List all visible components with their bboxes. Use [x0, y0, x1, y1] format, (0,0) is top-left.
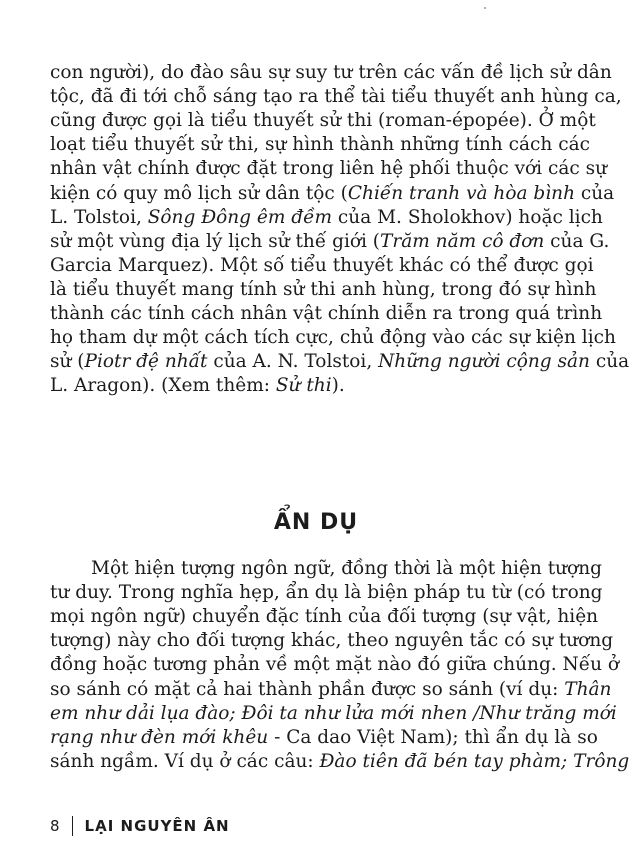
footer-divider: [72, 816, 73, 836]
italic-text: Piotr đệ nhất: [84, 351, 208, 373]
italic-text: Trăm năm cô đơn: [380, 230, 545, 252]
line-text: L. Aragon). (Xem thêm:: [50, 375, 276, 397]
italic-text: Sông Đông êm đềm: [147, 206, 333, 228]
line-text: kiện có quy mô lịch sử dân tộc (: [50, 182, 348, 204]
line-text: L. Tolstoi,: [50, 206, 148, 228]
text-line: [50, 109, 596, 133]
italic-text: em như dải lụa đào; Đôi ta như lửa mới nhen /Như trăng mới: [50, 702, 617, 724]
text-line: [50, 182, 615, 206]
italic-text: Những người cộng sản: [378, 351, 590, 373]
text-line: [50, 254, 594, 278]
page-number: 8: [50, 817, 60, 835]
line-text: so sánh có mặt cả hai thành phần được so sánh (ví dụ:: [50, 678, 565, 700]
text-line: [50, 629, 614, 653]
italic-text: Thân: [564, 678, 612, 700]
text-line: [50, 206, 603, 230]
line-text: thành các tính cách nhân vật chính diễn ra trong quá trình: [50, 303, 603, 324]
line-text: tộc, đã đi tới chỗ sáng tạo ra thể tài tiểu thuyết anh hùng ca,: [50, 86, 622, 108]
text-line: [50, 726, 598, 750]
line-text: con người), do đào sâu sự suy tư trên các vấn đề lịch sử dân: [50, 62, 612, 83]
text-line: [50, 302, 603, 326]
text-line: [50, 230, 610, 254]
line-text: của: [589, 351, 630, 373]
text-line: [50, 85, 622, 109]
line-text: Garcia Marquez). Một số tiểu thuyết khác có thể được gọi: [50, 254, 594, 276]
text-line: [50, 350, 630, 374]
scan-speck: [484, 7, 486, 9]
section-heading: ẨN DỤ: [273, 510, 359, 535]
line-text: tư duy. Trong nghĩa hẹp, ẩn dụ là biện pháp tu từ (có trong: [50, 582, 603, 604]
text-line: [50, 278, 597, 302]
line-text: loạt tiểu thuyết sử thi, sự hình thành những tính cách các: [50, 134, 590, 156]
page-footer: [50, 816, 230, 836]
text-line: [50, 653, 620, 677]
line-text: đồng hoặc tương phản về một mặt nào đó giữa chúng. Nếu ở: [50, 654, 620, 676]
italic-text: rạng như đèn mới khêu: [50, 726, 269, 748]
text-line: [91, 557, 602, 581]
text-line: [50, 750, 630, 774]
text-line: [50, 605, 599, 629]
text-line: [50, 326, 616, 350]
italic-text: Sử thi: [275, 375, 332, 397]
author-name: LẠI NGUYÊN ÂN: [84, 817, 230, 835]
line-text: sử một vùng địa lý lịch sử thế giới (: [50, 230, 381, 252]
text-line: [50, 61, 612, 85]
line-text: của M. Sholokhov) hoặc lịch: [332, 206, 603, 228]
text-line: [50, 678, 612, 702]
text-line: [50, 157, 607, 181]
line-text: của A. N. Tolstoi,: [207, 351, 379, 373]
italic-text: Đào tiên đã bén tay phàm; Trông: [319, 750, 630, 772]
text-line: [50, 374, 590, 398]
line-text: - Ca dao Việt Nam); thì ẩn dụ là so: [268, 726, 598, 748]
line-text: Một hiện tượng ngôn ngữ, đồng thời là một hiện tượng: [91, 558, 602, 579]
line-text: mọi ngôn ngữ) chuyển đặc tính của đối tượng (sự vật, hiện: [50, 606, 599, 628]
line-text: là tiểu thuyết mang tính sử thi anh hùng, trong đó sự hình: [50, 278, 597, 300]
line-text: nhân vật chính được đặt trong liên hệ phối thuộc với các sự: [50, 158, 607, 180]
line-text: của: [575, 182, 615, 204]
line-text: sánh ngầm. Ví dụ ở các câu:: [50, 750, 320, 772]
text-line: [50, 133, 590, 157]
text-line: [50, 581, 603, 605]
line-text: họ tham dự một cách tích cực, chủ động vào các sự kiện lịch: [50, 327, 616, 349]
line-text: của G.: [544, 230, 610, 252]
line-text: sử (: [50, 351, 85, 373]
italic-text: Chiến tranh và hòa bình: [347, 182, 575, 204]
line-text: tượng) này cho đối tượng khác, theo nguyên tắc có sự tương: [50, 630, 614, 652]
line-text: cũng được gọi là tiểu thuyết sử thi (roman-épopée). Ở một: [50, 110, 596, 132]
line-text: ).: [331, 375, 345, 397]
text-line: [50, 702, 617, 726]
